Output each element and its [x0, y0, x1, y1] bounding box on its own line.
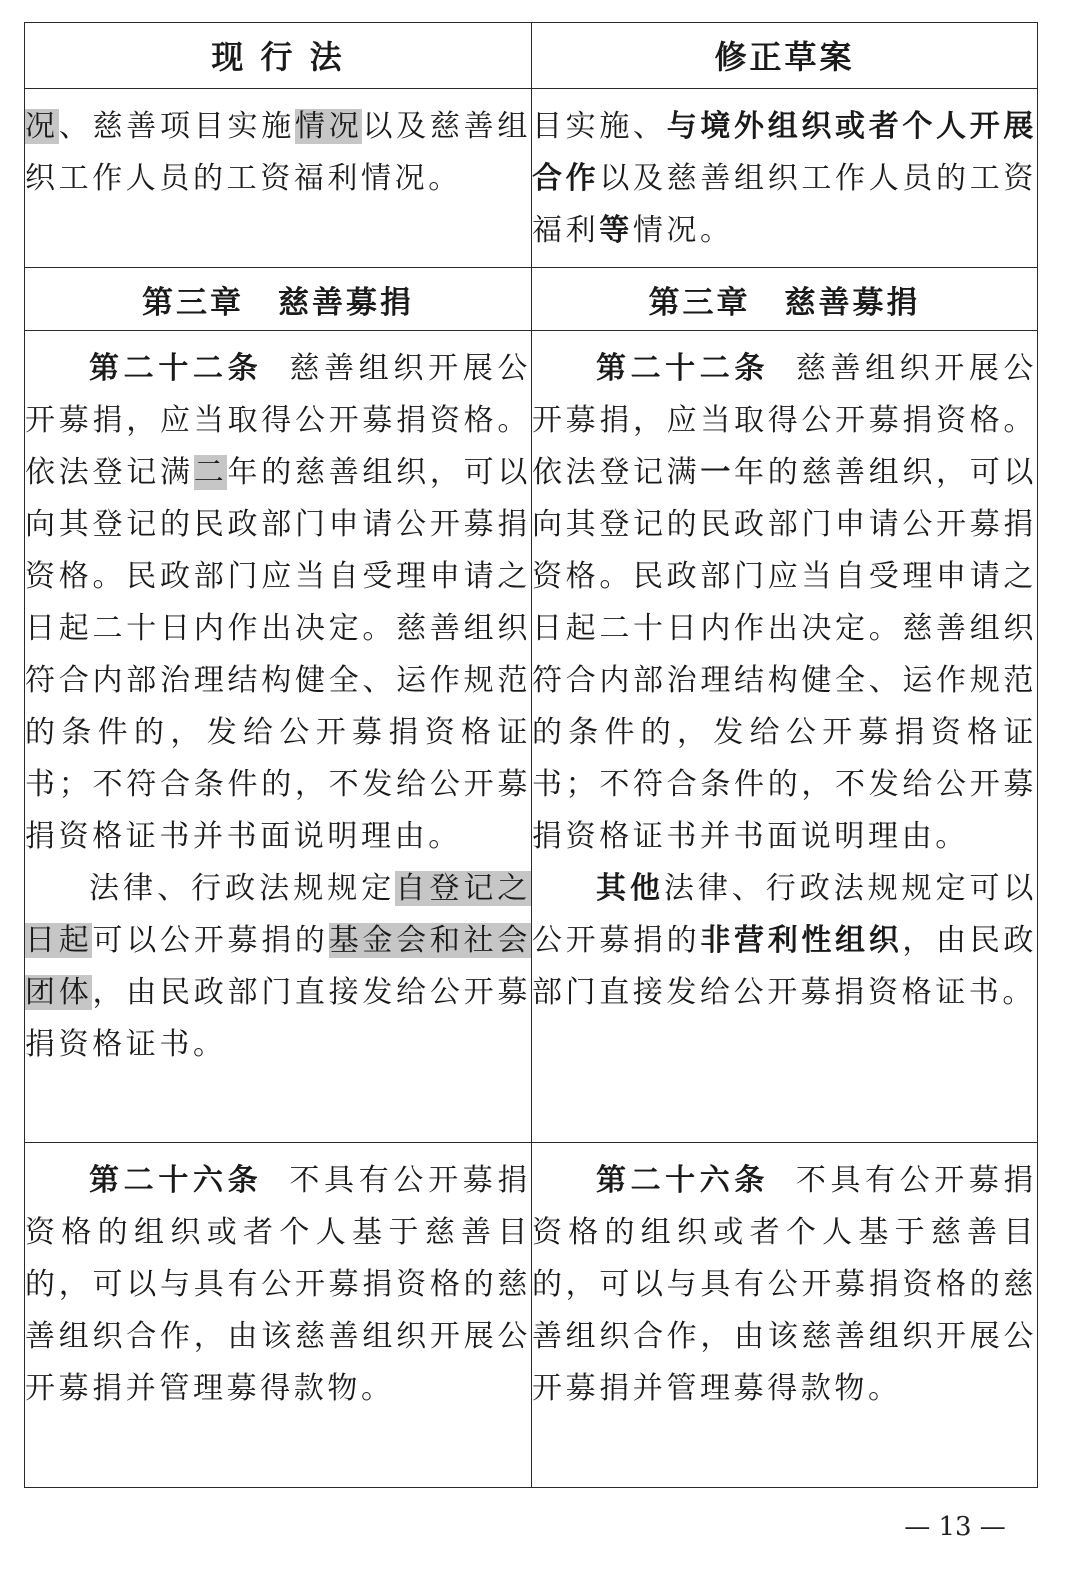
highlighted-text: 基金会和社会团体	[25, 923, 531, 1011]
header-draft-amendment: 修正草案	[532, 23, 1038, 89]
article-26-right-title: 第二十六条	[596, 1163, 769, 1199]
text-run: 年的慈善组织，可以向其登记的民政部门申请公开募捐资格。民政部门应当自受理申请之日起二十日内作出决定。慈善组织符合内部治理结构健全、运作规范的条件的，发给公开募捐资格证书；不符合条件的，不发给公开募捐资格证书并书面说明理由。	[25, 455, 532, 855]
page-number: — 13 —	[904, 1512, 1006, 1542]
header-row	[25, 23, 1038, 89]
chapter-heading-right: 第三章 慈善募捐	[532, 267, 1038, 331]
chapter-heading-left: 第三章 慈善募捐	[25, 267, 532, 331]
continuation-right-cell	[532, 88, 1038, 267]
chapter-row	[25, 267, 1038, 331]
highlighted-text: 二	[193, 455, 228, 491]
text-run: 法律、行政法规规定可以公开募捐的	[532, 871, 1037, 959]
text-run: 慈善组织开展公开募捐，应当取得公开募捐资格。依法登记满	[532, 351, 1038, 491]
article-26-left-para	[25, 1143, 531, 1415]
article-26-left-text: 不具有公开募捐资格的组织或者个人基于慈善目的，可以与具有公开募捐资格的慈善组织合作，由该慈善组织开展公开募捐并管理募得款物。	[25, 1163, 532, 1407]
text-run: 目实施、	[532, 108, 667, 144]
highlighted-text: 自登记之日起	[25, 871, 531, 959]
article-22-left-para-2	[25, 863, 531, 1071]
article-22-left-cell	[25, 331, 532, 1143]
text-run: ，由民政部门直接发给公开募捐资格证书。	[532, 923, 1038, 1011]
continuation-row	[25, 88, 1038, 267]
text-run: 以及慈善组织工作人员的工资福利情况。	[25, 108, 532, 196]
article-22-right-cell	[532, 331, 1038, 1143]
article-22-right-para-1	[532, 331, 1037, 863]
text-run: 、慈善项目实施	[58, 108, 295, 144]
text-run: ，由民政部门直接发给公开募捐资格证书。	[25, 975, 531, 1063]
bold-amended-text: 等	[599, 212, 633, 248]
article-22-left-para-1	[25, 331, 531, 863]
comparison-table	[24, 22, 1038, 1488]
text-run: 可以公开募捐的	[92, 923, 329, 959]
article-22-right-para-1-text	[532, 351, 1037, 854]
continuation-left-cell	[25, 88, 532, 267]
text-run: 情况。	[632, 212, 734, 248]
highlighted-text: 况	[25, 108, 59, 144]
bold-amended-text: 非营利性组织	[700, 923, 903, 959]
article-26-right-cell	[532, 1143, 1038, 1488]
article-22-left-title: 第二十二条	[89, 351, 263, 387]
text-run: 以及慈善组织工作人员的工资福利	[532, 160, 1037, 248]
article-26-left-cell	[25, 1143, 532, 1488]
header-current-law: 现 行 法	[25, 23, 532, 89]
continuation-right-text	[532, 89, 1037, 257]
article-26-right-para	[532, 1143, 1037, 1415]
article-22-row	[25, 331, 1038, 1143]
article-26-row	[25, 1143, 1038, 1488]
text-run: 法律、行政法规规定	[89, 871, 396, 907]
bold-amended-text: 一	[700, 455, 735, 491]
bold-amended-text: 其他	[596, 871, 664, 907]
article-22-left-para-1-text	[25, 351, 531, 854]
continuation-left-text	[25, 89, 531, 205]
highlighted-text: 情况	[294, 108, 363, 144]
bold-amended-text: 与境外组织或者个人开展合作	[532, 108, 1037, 196]
article-26-left-title: 第二十六条	[89, 1163, 263, 1199]
article-22-right-title: 第二十二条	[596, 351, 769, 387]
text-run: 慈善组织开展公开募捐，应当取得公开募捐资格。依法登记满	[25, 351, 532, 491]
article-26-right-text: 不具有公开募捐资格的组织或者个人基于慈善目的，可以与具有公开募捐资格的慈善组织合作，由该慈善组织开展公开募捐并管理募得款物。	[532, 1163, 1038, 1407]
article-22-right-para-2	[532, 863, 1037, 1019]
text-run: 年的慈善组织，可以向其登记的民政部门申请公开募捐资格。民政部门应当自受理申请之日起二十日内作出决定。慈善组织符合内部治理结构健全、运作规范的条件的，发给公开募捐资格证书；不符合条件的，不发给公开募捐资格证书并书面说明理由。	[532, 455, 1037, 855]
